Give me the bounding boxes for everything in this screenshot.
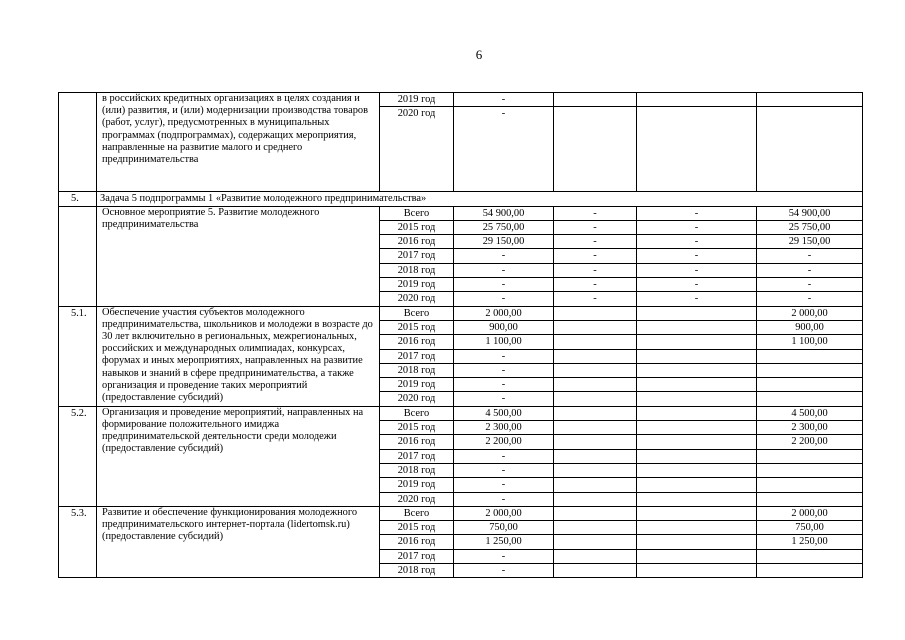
value-cell: - [637, 249, 757, 263]
value-cell [637, 421, 757, 435]
year-cell: 2017 год [380, 549, 454, 563]
value-cell [554, 392, 637, 406]
value-cell: - [454, 93, 554, 107]
value-cell: - [454, 278, 554, 292]
value-cell: - [454, 392, 554, 406]
value-cell: - [454, 378, 554, 392]
value-cell [757, 107, 863, 192]
value-cell: - [454, 463, 554, 477]
value-cell: - [454, 249, 554, 263]
year-cell: 2020 год [380, 392, 454, 406]
value-cell: 4 500,00 [454, 406, 554, 420]
value-cell [757, 463, 863, 477]
value-cell [637, 392, 757, 406]
value-cell: - [554, 220, 637, 234]
value-cell [637, 506, 757, 520]
value-cell [757, 363, 863, 377]
value-cell: 2 300,00 [757, 421, 863, 435]
value-cell [554, 406, 637, 420]
value-cell: - [454, 363, 554, 377]
year-cell: 2016 год [380, 535, 454, 549]
value-cell: - [454, 349, 554, 363]
year-cell: Всего [380, 306, 454, 320]
value-cell: 1 250,00 [757, 535, 863, 549]
value-cell: - [454, 263, 554, 277]
value-cell: 750,00 [757, 521, 863, 535]
value-cell [554, 421, 637, 435]
year-cell: 2018 год [380, 564, 454, 578]
value-cell: - [637, 292, 757, 306]
value-cell [757, 449, 863, 463]
value-cell [554, 349, 637, 363]
value-cell: 54 900,00 [757, 206, 863, 220]
value-cell [554, 107, 637, 192]
value-cell: - [757, 292, 863, 306]
value-cell: - [757, 249, 863, 263]
value-cell [637, 478, 757, 492]
value-cell [554, 463, 637, 477]
value-cell [554, 93, 637, 107]
value-cell: - [554, 249, 637, 263]
value-cell [637, 435, 757, 449]
table-body [59, 93, 863, 578]
task-row [59, 192, 863, 206]
value-cell: 750,00 [454, 521, 554, 535]
value-cell [637, 492, 757, 506]
value-cell: - [454, 449, 554, 463]
table-row [59, 406, 863, 420]
value-cell: 2 200,00 [757, 435, 863, 449]
value-cell: 1 100,00 [454, 335, 554, 349]
value-cell: - [454, 564, 554, 578]
value-cell [554, 378, 637, 392]
table-row [59, 306, 863, 320]
year-cell: 2015 год [380, 521, 454, 535]
value-cell [554, 535, 637, 549]
value-cell [757, 349, 863, 363]
value-cell [637, 378, 757, 392]
value-cell [637, 335, 757, 349]
value-cell: 2 000,00 [757, 506, 863, 520]
row-number [59, 93, 97, 192]
value-cell: - [454, 292, 554, 306]
value-cell [637, 306, 757, 320]
year-cell: 2015 год [380, 320, 454, 334]
program-table [58, 92, 863, 578]
row-description: Основное мероприятие 5. Развитие молодежного предпринимательства [97, 206, 380, 306]
value-cell [554, 449, 637, 463]
year-cell: Всего [380, 206, 454, 220]
row-description: в российских кредитных организациях в целях создания и (или) развития, и (или) модернизации производства товаров (работ, услуг), предусмотренных в муниципальных программах (подпрограммах), содержащих мероприятия, направленные на развитие малого и среднего предпринимательства [97, 93, 380, 192]
value-cell [554, 506, 637, 520]
year-cell: 2017 год [380, 249, 454, 263]
value-cell: 29 150,00 [757, 235, 863, 249]
value-cell [757, 564, 863, 578]
year-cell: 2019 год [380, 378, 454, 392]
year-cell: 2017 год [380, 349, 454, 363]
value-cell [757, 478, 863, 492]
year-cell: Всего [380, 406, 454, 420]
year-cell: 2020 год [380, 107, 454, 192]
year-cell: 2018 год [380, 363, 454, 377]
value-cell [637, 349, 757, 363]
value-cell [554, 564, 637, 578]
value-cell [637, 93, 757, 107]
value-cell [757, 492, 863, 506]
row-description: Организация и проведение мероприятий, направленных на формирование положительного имиджа предпринимательской деятельности среди молодежи (предоставление субсидий) [97, 406, 380, 506]
value-cell: - [454, 492, 554, 506]
value-cell [637, 363, 757, 377]
value-cell: 1 250,00 [454, 535, 554, 549]
task-number: 5. [59, 192, 97, 206]
value-cell [554, 306, 637, 320]
value-cell: - [757, 263, 863, 277]
value-cell [554, 492, 637, 506]
year-cell: 2018 год [380, 463, 454, 477]
row-number [59, 206, 97, 306]
row-number: 5.1. [59, 306, 97, 406]
value-cell: - [637, 278, 757, 292]
value-cell [637, 463, 757, 477]
value-cell: - [554, 263, 637, 277]
value-cell: 2 000,00 [757, 306, 863, 320]
row-description: Развитие и обеспечение функционирования молодежного предпринимательского интернет-портала (lidertomsk.ru) (предоставление субсидий) [97, 506, 380, 577]
value-cell: - [637, 220, 757, 234]
year-cell: 2016 год [380, 335, 454, 349]
value-cell: - [454, 478, 554, 492]
value-cell: 2 000,00 [454, 306, 554, 320]
task-title: Задача 5 подпрограммы 1 «Развитие молодежного предпринимательства» [97, 192, 863, 206]
value-cell: 1 100,00 [757, 335, 863, 349]
value-cell [637, 449, 757, 463]
year-cell: 2016 год [380, 235, 454, 249]
value-cell: - [637, 235, 757, 249]
value-cell: - [554, 235, 637, 249]
value-cell [554, 335, 637, 349]
value-cell [554, 549, 637, 563]
page-number: 6 [475, 47, 483, 62]
value-cell: 2 000,00 [454, 506, 554, 520]
value-cell [637, 549, 757, 563]
value-cell: 25 750,00 [454, 220, 554, 234]
table-row [59, 506, 863, 520]
value-cell [554, 363, 637, 377]
value-cell [637, 535, 757, 549]
year-cell: 2016 год [380, 435, 454, 449]
year-cell: 2017 год [380, 449, 454, 463]
value-cell: 29 150,00 [454, 235, 554, 249]
value-cell: 900,00 [454, 320, 554, 334]
year-cell: 2018 год [380, 263, 454, 277]
year-cell: 2020 год [380, 492, 454, 506]
value-cell: 900,00 [757, 320, 863, 334]
value-cell: - [757, 278, 863, 292]
row-number: 5.3. [59, 506, 97, 577]
value-cell [757, 378, 863, 392]
value-cell [637, 564, 757, 578]
value-cell: 54 900,00 [454, 206, 554, 220]
value-cell: - [554, 292, 637, 306]
value-cell [757, 392, 863, 406]
year-cell: 2015 год [380, 421, 454, 435]
year-cell: 2015 год [380, 220, 454, 234]
value-cell [757, 93, 863, 107]
value-cell [637, 521, 757, 535]
value-cell: 4 500,00 [757, 406, 863, 420]
table-row [59, 206, 863, 220]
value-cell: - [637, 206, 757, 220]
value-cell [554, 478, 637, 492]
value-cell: - [554, 278, 637, 292]
value-cell: - [454, 107, 554, 192]
value-cell [757, 549, 863, 563]
table-row [59, 93, 863, 107]
year-cell: Всего [380, 506, 454, 520]
value-cell: 2 300,00 [454, 421, 554, 435]
value-cell: - [637, 263, 757, 277]
value-cell: 25 750,00 [757, 220, 863, 234]
row-number: 5.2. [59, 406, 97, 506]
year-cell: 2019 год [380, 93, 454, 107]
value-cell [554, 521, 637, 535]
year-cell: 2019 год [380, 278, 454, 292]
value-cell: 2 200,00 [454, 435, 554, 449]
value-cell [637, 107, 757, 192]
year-cell: 2020 год [380, 292, 454, 306]
value-cell [554, 435, 637, 449]
value-cell [637, 320, 757, 334]
value-cell: - [454, 549, 554, 563]
value-cell [637, 406, 757, 420]
value-cell: - [554, 206, 637, 220]
row-description: Обеспечение участия субъектов молодежного предпринимательства, школьников и молодежи в возрасте до 30 лет включительно в региональных, межрегиональных, российских и международных олимпиадах, конкурсах, форумах и иных мероприятиях, направленных на развитие навыков и знаний в сфере предпринимательства, а также организация и проведение таких мероприятий (предоставление субсидий) [97, 306, 380, 406]
value-cell [554, 320, 637, 334]
year-cell: 2019 год [380, 478, 454, 492]
